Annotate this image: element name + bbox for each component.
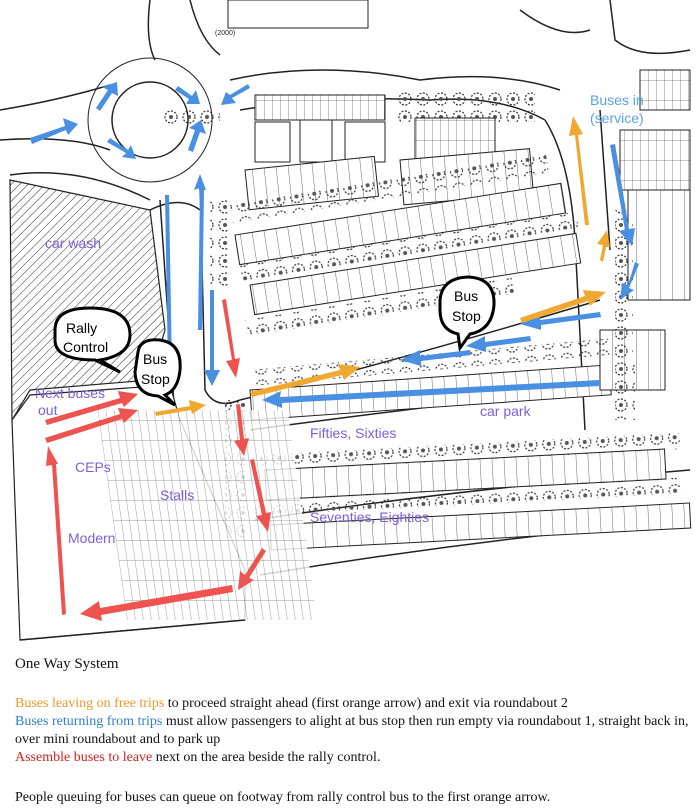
label-buses-in-2: (service) bbox=[590, 110, 644, 126]
legend-red-text: next on the area beside the rally control. bbox=[152, 750, 381, 765]
label-fifties-sixties: Fifties, Sixties bbox=[310, 425, 397, 441]
label-car-wash: car wash bbox=[45, 235, 102, 251]
rally-control-line1: Rally bbox=[66, 320, 98, 336]
label-buses-in-1: Buses in bbox=[590, 92, 644, 108]
label-stalls: Stalls bbox=[160, 487, 195, 503]
caption: One Way System bbox=[15, 656, 119, 672]
label-next-buses-out-2: out bbox=[38, 402, 58, 418]
legend-blue bbox=[15, 713, 695, 749]
legend-red bbox=[15, 749, 695, 767]
legend-orange-text: to proceed straight ahead (first orange arrow) and exit via roundabout 2 bbox=[164, 696, 568, 711]
label-car-park: car park bbox=[480, 403, 531, 419]
label-next-buses-out-1: Next buses bbox=[35, 385, 106, 401]
legend-red-key: Assemble buses to leave bbox=[15, 750, 153, 765]
label-ceps: CEPs bbox=[75, 459, 111, 475]
label-modern: Modern bbox=[68, 530, 116, 546]
legend-blue-key: Buses returning from trips bbox=[15, 714, 163, 729]
map-ref-2000: (2000) bbox=[215, 30, 236, 37]
bus-stop-right-line2: Stop bbox=[452, 308, 481, 324]
rally-control-line2: Control bbox=[63, 339, 109, 355]
legend-blue-text: must allow passengers to alight at bus stop then run empty via roundabout 1, straight back in, over mini roundabout and to park up bbox=[15, 714, 689, 747]
legend-orange bbox=[15, 695, 695, 713]
label-seventies-eighties: Seventies, Eighties bbox=[310, 509, 430, 525]
legend-orange-key: Buses leaving on free trips bbox=[15, 696, 165, 711]
legend bbox=[15, 695, 695, 767]
queue-note: People queuing for buses can queue on footway from rally control bus to the first orange arrow. bbox=[15, 790, 551, 805]
bus-stop-left-line1: Bus bbox=[143, 351, 168, 367]
bus-stop-left-line2: Stop bbox=[141, 371, 170, 387]
bus-stop-right-line1: Bus bbox=[454, 288, 479, 304]
